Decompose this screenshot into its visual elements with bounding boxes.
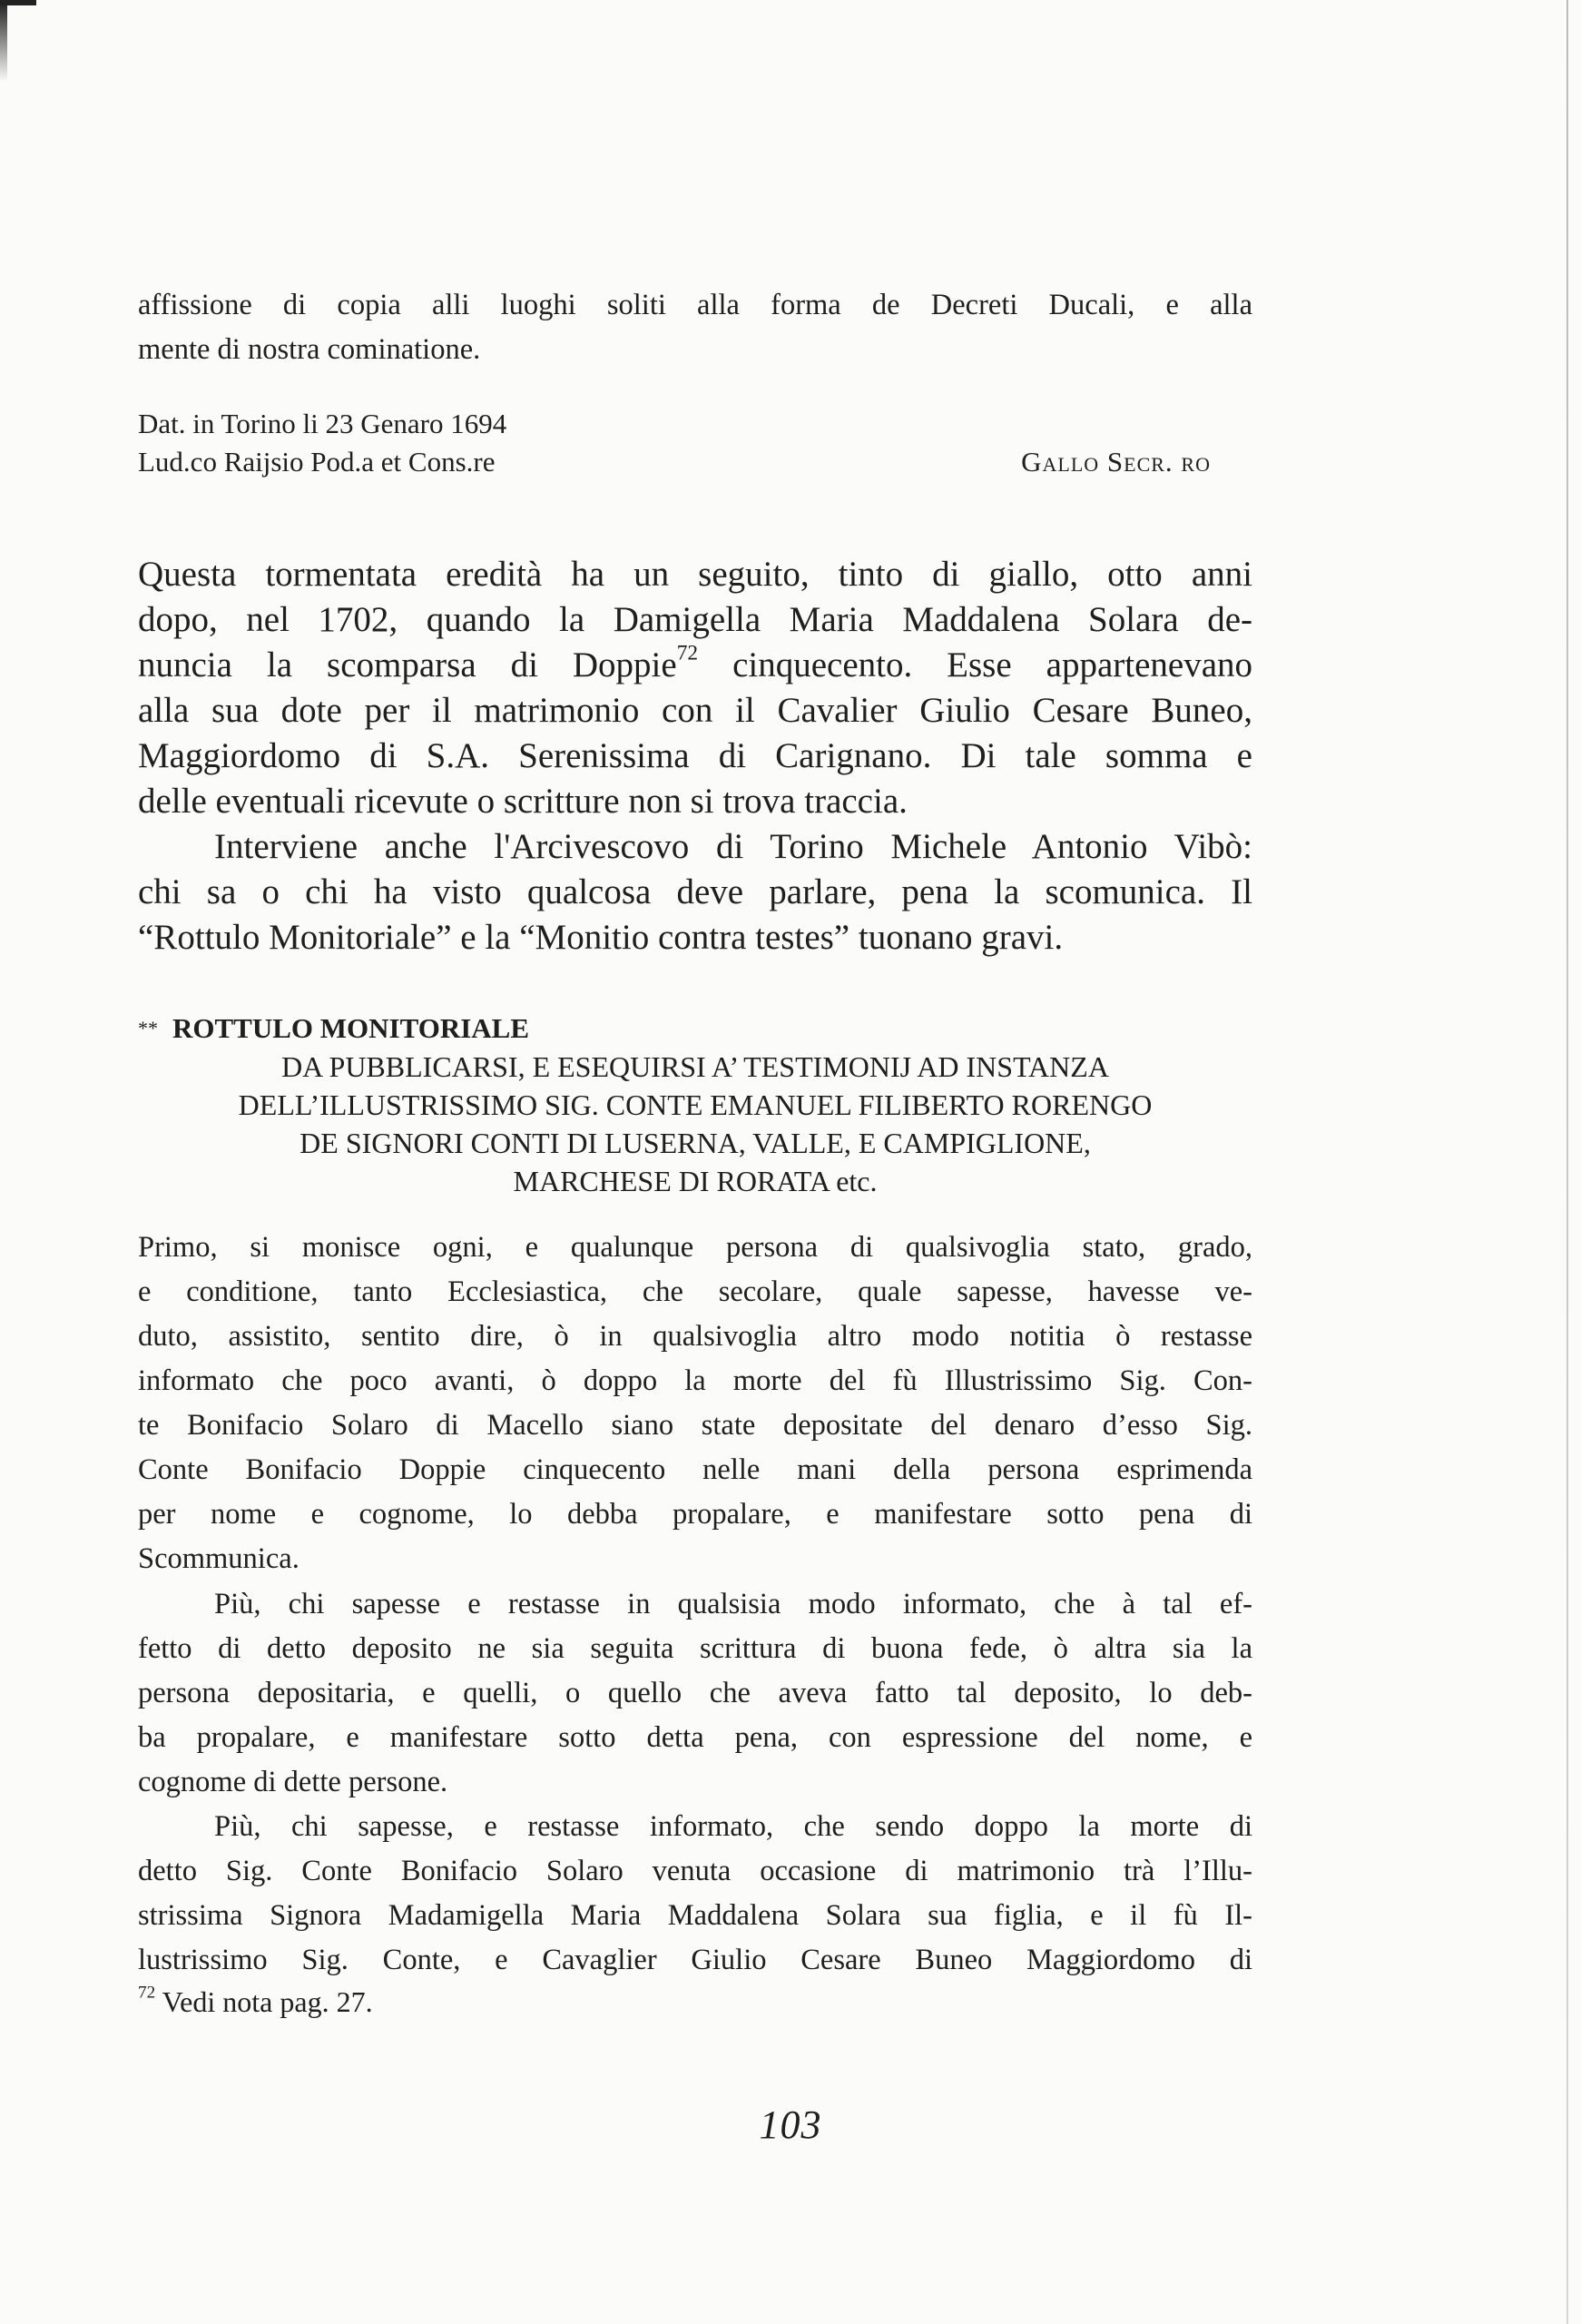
date-line: Dat. in Torino li 23 Genaro 1694	[138, 408, 507, 439]
text-line: chi sa o chi ha visto qualcosa deve parlare, pena la scomunica. Il	[138, 872, 1252, 911]
subtitle-line: DE SIGNORI CONTI DI LUSERNA, VALLE, E CAMPIGLIONE,	[300, 1127, 1091, 1159]
narrative-paragraph-1	[138, 552, 1252, 824]
text-line: te Bonifacio Solaro di Macello siano state depositate del denaro d’esso Sig.	[138, 1409, 1252, 1442]
subtitle-line: MARCHESE DI RORATA etc.	[513, 1165, 878, 1197]
subtitle-line: DA PUBBLICARSI, E ESEQUIRSI A’ TESTIMONIJ AD INSTANZA	[281, 1050, 1109, 1083]
text-line: detto Sig. Conte Bonifacio Solaro venuta occasione di matrimonio trà l’Illu-	[138, 1855, 1252, 1887]
text-line: ba propalare, e manifestare sotto detta pena, con espressione del nome, e	[138, 1721, 1252, 1754]
text-line: alla sua dote per il matrimonio con il Cavalier Giulio Cesare Buneo,	[138, 691, 1252, 730]
text-line: informato che poco avanti, ò doppo la morte del fù Illustrissimo Sig. Con-	[138, 1364, 1252, 1397]
top-paragraph	[138, 283, 1252, 372]
signature-block	[138, 405, 1252, 481]
subtitle-line: DELL’ILLUSTRISSIMO SIG. CONTE EMANUEL FILIBERTO RORENGO	[238, 1088, 1153, 1121]
rottulo-heading	[138, 1009, 1252, 1200]
text-segment: cinquecento. Esse appartenevano	[732, 645, 1253, 684]
footnote-ref: 72	[676, 641, 699, 665]
footnote	[138, 1981, 1252, 2023]
scan-edge-top	[0, 0, 36, 5]
left-signer: Lud.co Raijsio Pod.a et Cons.re	[138, 446, 496, 478]
text-line: delle eventuali ricevute o scritture non si trova traccia.	[138, 782, 908, 821]
text-line: per nome e cognome, lo debba propalare, e manifestare sotto pena di	[138, 1498, 1252, 1531]
section-title-text: ROTTULO MONITORIALE	[172, 1012, 530, 1044]
text-line: Questa tormentata eredità ha un seguito, tinto di giallo, otto anni	[138, 555, 1252, 594]
asterisks: **	[138, 1017, 158, 1039]
section-title	[138, 1009, 1252, 1048]
text-line: duto, assistito, sentito dire, ò in qualsivoglia altro modo notitia ò restasse	[138, 1320, 1252, 1353]
text-line: cognome di dette persone.	[138, 1766, 448, 1798]
page-number: 103	[759, 2102, 822, 2147]
text-line: mente di nostra cominatione.	[138, 333, 481, 366]
rottulo-paragraph-2	[138, 1582, 1252, 1805]
text-line: Interviene anche l'Arcivescovo di Torino Michele Antonio Vibò:	[214, 827, 1252, 866]
text-line: lustrissimo Sig. Conte, e Cavaglier Giulio Cesare Buneo Maggiordomo di	[138, 1944, 1252, 1976]
text-line: Più, chi sapesse, e restasse informato, che sendo doppo la morte di	[214, 1810, 1252, 1843]
text-line: “Rottulo Monitoriale” e la “Monitio contra testes” tuonano gravi.	[138, 918, 1064, 957]
text-line: dopo, nel 1702, quando la Damigella Maria Maddalena Solara de-	[138, 600, 1252, 639]
footnote-number: 72	[138, 1983, 156, 2003]
right-signer: Gallo Secr. ro	[1021, 446, 1211, 478]
text-line: Più, chi sapesse e restasse in qualsisia modo informato, che à tal ef-	[214, 1588, 1252, 1620]
text-line: strissima Signora Madamigella Maria Maddalena Solara sua figlia, e il fù Il-	[138, 1899, 1252, 1932]
signer-row	[138, 443, 1252, 481]
rottulo-paragraph-3	[138, 1805, 1252, 1983]
text-line	[138, 643, 1252, 688]
scan-edge-left	[0, 0, 7, 82]
text-line: affissione di copia alli luoghi soliti alla forma de Decreti Ducali, e alla	[138, 289, 1252, 321]
text-line: fetto di detto deposito ne sia seguita scrittura di buona fede, ò altra sia la	[138, 1632, 1252, 1665]
text-line: e conditione, tanto Ecclesiastica, che secolare, quale sapesse, havesse ve-	[138, 1275, 1252, 1308]
text-line: Scommunica.	[138, 1542, 300, 1575]
rottulo-paragraph-1	[138, 1226, 1252, 1581]
text-segment: nuncia la scomparsa di Doppie	[138, 645, 677, 684]
text-line: persona depositaria, e quelli, o quello che aveva fatto tal deposito, lo deb-	[138, 1677, 1252, 1709]
text-line: Primo, si monisce ogni, e qualunque persona di qualsivoglia stato, grado,	[138, 1231, 1252, 1264]
text-line: Maggiordomo di S.A. Serenissima di Carignano. Di tale somma e	[138, 736, 1252, 775]
footnote-text: Vedi nota pag. 27.	[162, 1985, 373, 2018]
footnote-line	[138, 1981, 1252, 2023]
narrative-paragraph-2	[138, 824, 1252, 960]
text-line: Conte Bonifacio Doppie cinquecento nelle mani della persona esprimenda	[138, 1453, 1252, 1486]
scan-edge-right	[1566, 0, 1568, 2324]
